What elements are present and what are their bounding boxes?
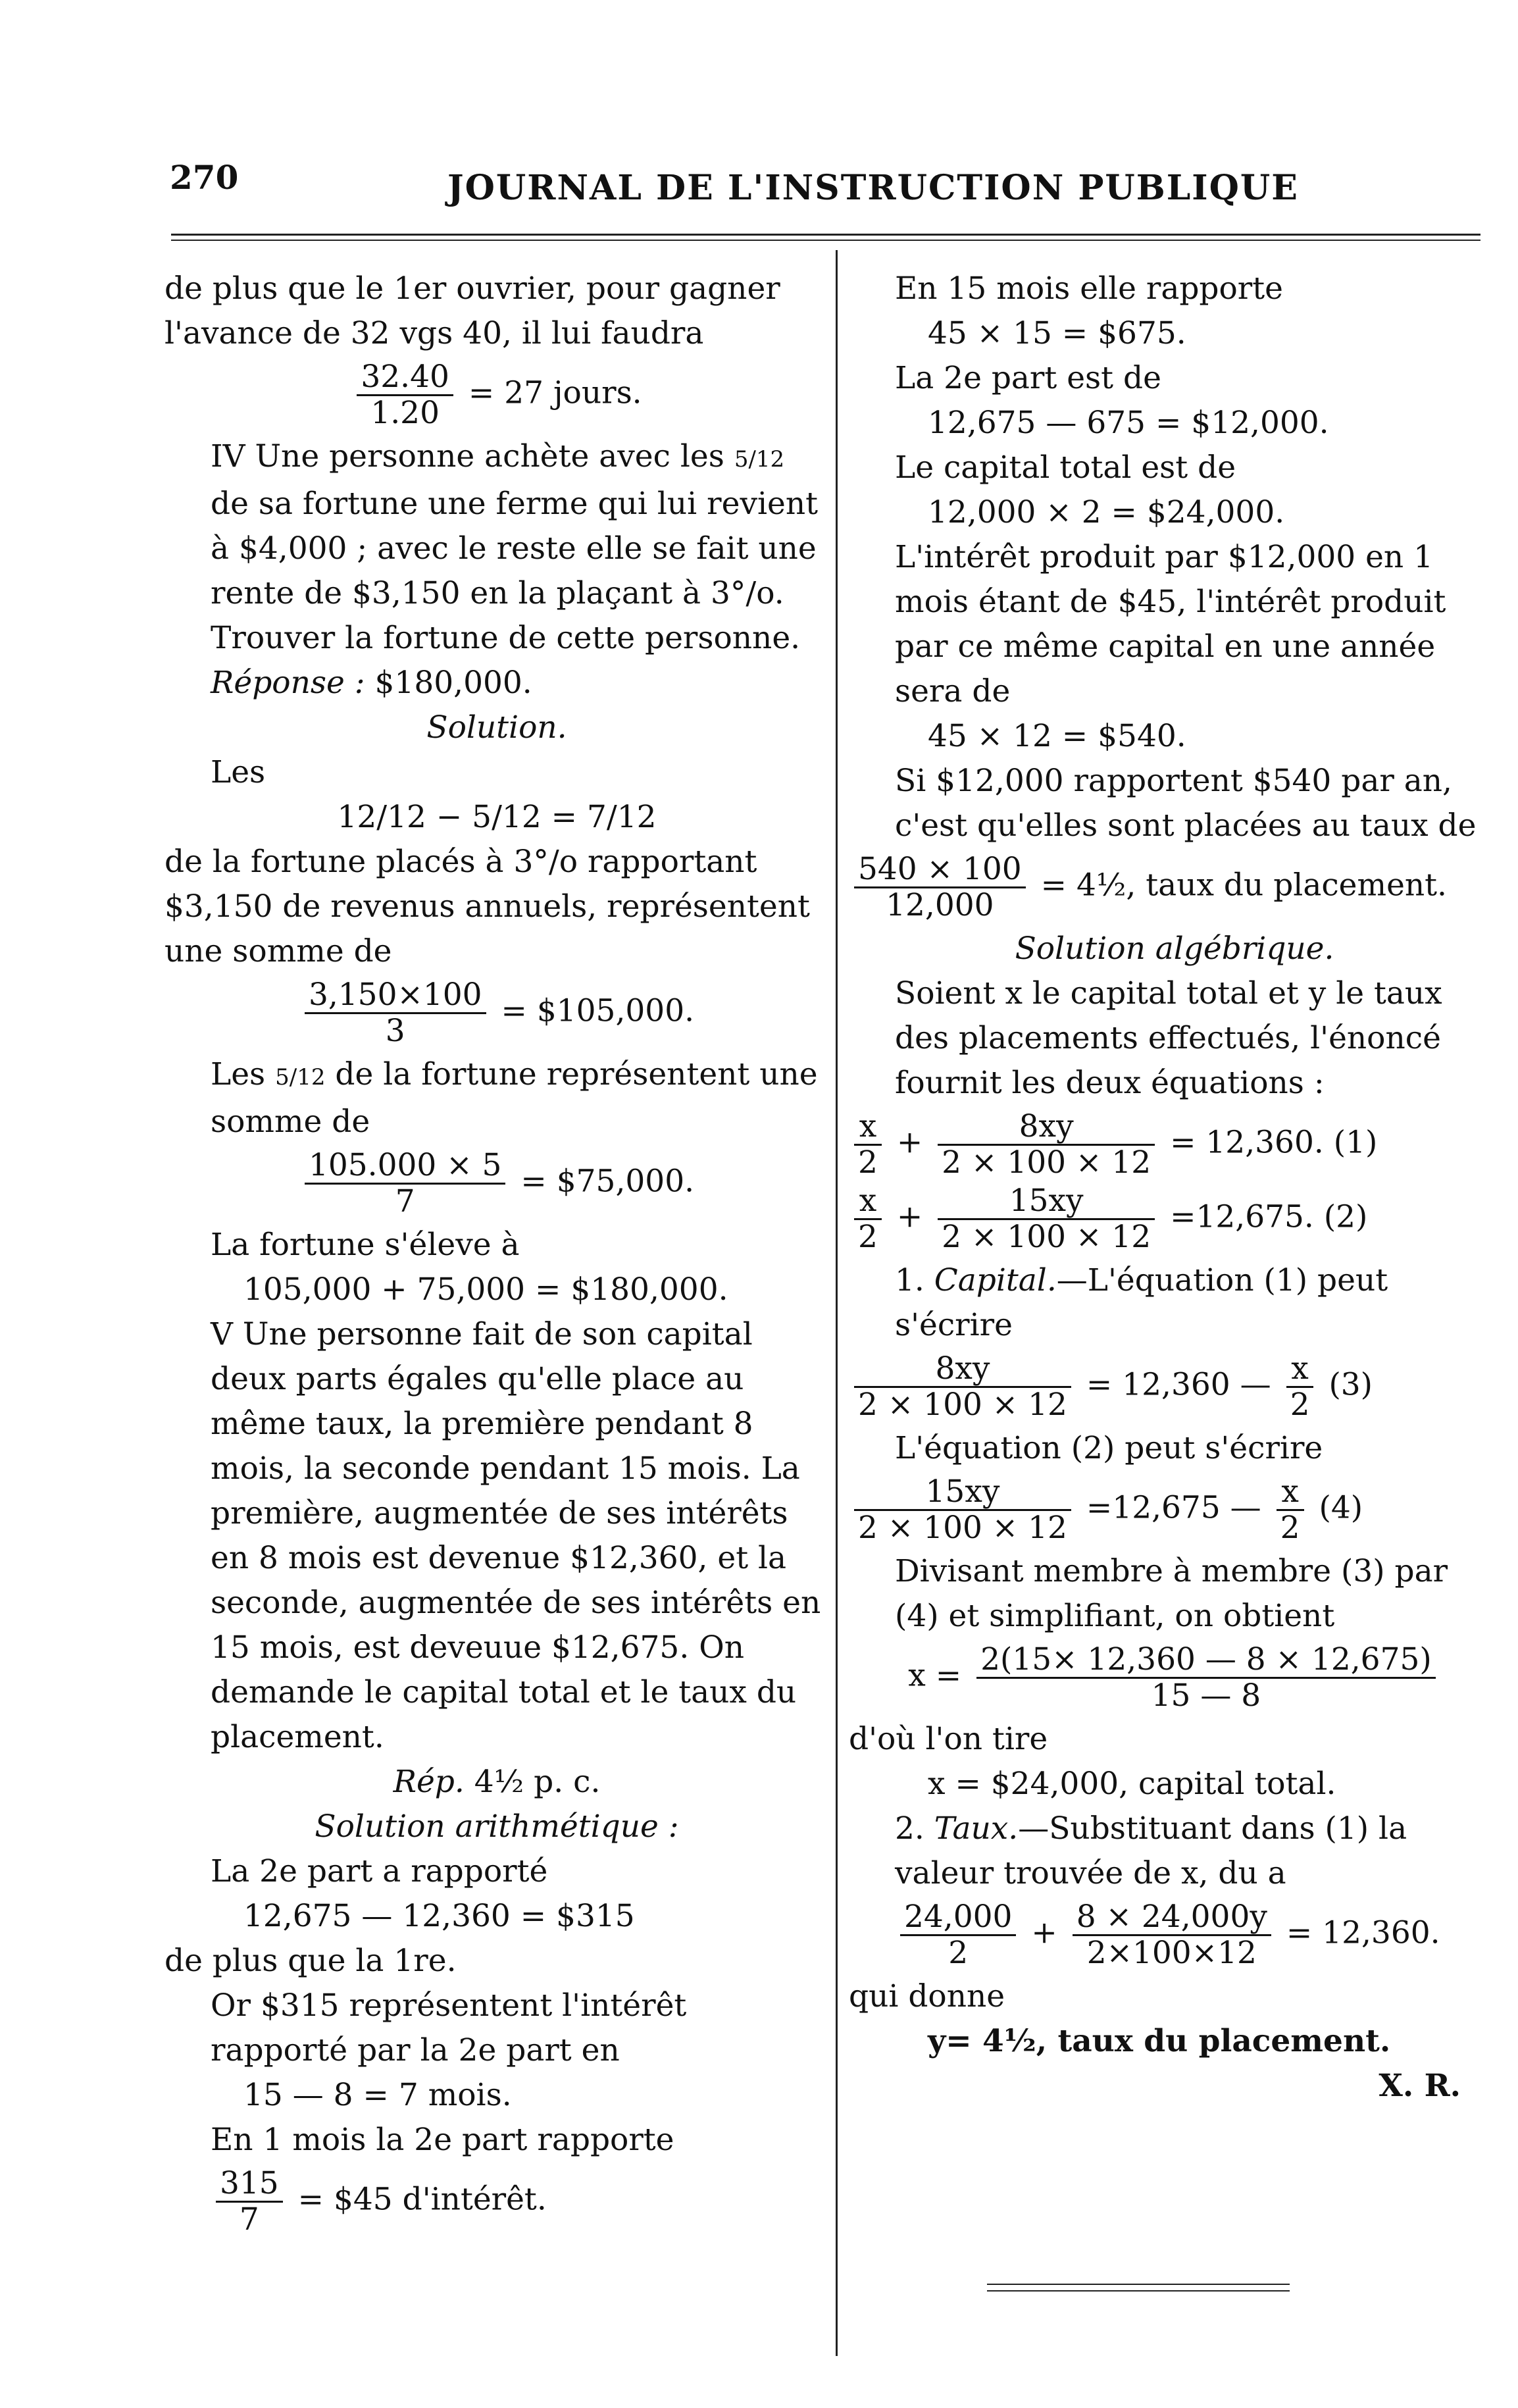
equation: $\frac{105.000 \times 5}{7}$ = $75,000. xyxy=(164,1148,829,1219)
text-line: de plus que le 1er ouvrier, pour gagner xyxy=(164,270,780,307)
paragraph: Or $315 représentent l'intérêt rapporté par la 2e part en xyxy=(211,1987,687,2068)
equation: $\frac{3,150\times 100}{3}$ = $105,000. xyxy=(164,978,829,1048)
solution-heading: Solution algébrique. xyxy=(1015,931,1334,967)
equation: 105,000 + 75,000 = $180,000. xyxy=(243,1271,728,1308)
column-separator xyxy=(836,250,838,2356)
text-line: La fortune s'éleve à xyxy=(211,1227,520,1263)
fraction: $\frac{3,150\times 100}{3}$ xyxy=(305,978,486,1048)
paragraph: Si $12,000 rapportent $540 par an, c'est qu'elles sont placées au taux de xyxy=(895,763,1477,844)
fraction: $\frac{315}{7}$ xyxy=(216,2166,283,2237)
left-column xyxy=(164,267,829,2241)
equation: $\frac{540 \times 100}{12,000}$ = 4½, taux du placement. xyxy=(849,852,1500,923)
problem-iv: IV Une personne achète avec les 5/12 de sa fortune une ferme qui lui revient à $4,000 ; avec le reste elle se fait une rente de $3,150 en la plaçant à 3°/o. Trouver la fortune de cette personne. xyxy=(211,438,818,656)
text-line: Les xyxy=(211,754,266,790)
page-number: 270 xyxy=(170,158,239,197)
text-line: La 2e part a rapporté xyxy=(211,1853,548,1889)
text-line: La 2e part est de xyxy=(895,360,1161,396)
equation: 12,675 — 675 = $12,000. xyxy=(928,405,1329,441)
text-line: l'avance de 32 vgs 40, il lui faudra xyxy=(164,315,704,351)
text-line: En 15 mois elle rapporte xyxy=(895,270,1283,307)
paragraph: Les 5/12 de la fortune représentent une somme de xyxy=(211,1056,818,1140)
fraction: $\frac{105.000 \times 5}{7}$ xyxy=(305,1148,506,1219)
signature: X. R. xyxy=(1379,2068,1461,2104)
equation-5: x = $\frac{2(15\times 12,360 — 8 \times 12,675)}{15 — 8}$ xyxy=(849,1643,1500,1713)
equation: 15 — 8 = 7 mois. xyxy=(243,2077,512,2113)
equation: y= 4½, taux du placement. xyxy=(928,2023,1391,2059)
header-rule-double xyxy=(171,240,1480,241)
text-line: qui donne xyxy=(849,1978,1005,2014)
paragraph: 1. Capital.—L'équation (1) peut s'écrire xyxy=(895,1262,1388,1343)
equation-1: $\frac{x}{2}$ + $\frac{8xy}{2 \times 100 \times 12}$ = 12,360. (1) xyxy=(849,1110,1500,1180)
text-line: d'où l'on tire xyxy=(849,1721,1048,1757)
equation: 45 × 15 = $675. xyxy=(928,315,1186,351)
equation: 45 × 12 = $540. xyxy=(928,718,1186,754)
equation: x = $24,000, capital total. xyxy=(928,1766,1336,1802)
paragraph: de la fortune placés à 3°/o rapportant $3,150 de revenus annuels, représentent une somme de xyxy=(164,844,810,969)
solution-heading: Solution. xyxy=(426,709,567,746)
right-column xyxy=(849,267,1500,2109)
end-rule-double xyxy=(987,2290,1290,2292)
fraction: $\frac{32.40}{1.20}$ xyxy=(357,360,453,430)
end-rule xyxy=(987,2284,1290,2285)
equation-2: $\frac{x}{2}$ + $\frac{15xy}{2 \times 100 \times 12}$ =12,675. (2) xyxy=(849,1184,1500,1254)
text-line: de plus que la 1re. xyxy=(164,1943,457,1979)
journal-title: JOURNAL DE L'INSTRUCTION PUBLIQUE xyxy=(447,168,1299,208)
paragraph: L'intérêt produit par $12,000 en 1 mois étant de $45, l'intérêt produit par ce même capital en une année sera de xyxy=(895,539,1446,709)
text-line: L'équation (2) peut s'écrire xyxy=(895,1430,1323,1466)
paragraph: Divisant membre à membre (3) par (4) et simplifiant, on obtient xyxy=(895,1553,1448,1634)
text-line: En 1 mois la 2e part rapporte xyxy=(211,2122,674,2158)
equation-4: $\frac{15xy}{2 \times 100 \times 12}$ =12,675 — $\frac{x}{2}$ (4) xyxy=(849,1475,1500,1545)
answer: Réponse : $180,000. xyxy=(211,665,532,701)
header-rule xyxy=(171,234,1480,236)
solution-heading: Solution arithmétique : xyxy=(315,1808,679,1845)
paragraph: 2. Taux.—Substituant dans (1) la valeur trouvée de x, du a xyxy=(895,1810,1407,1891)
fraction: $\frac{540 \times 100}{12,000}$ xyxy=(854,852,1026,923)
equation: $\frac{32.40}{1.20}$ = 27 jours. xyxy=(164,360,829,430)
equation: 12,675 — 12,360 = $315 xyxy=(243,1898,635,1934)
paragraph: Soient x le capital total et y le taux des placements effectués, l'énoncé fournit les deux équations : xyxy=(895,975,1442,1101)
equation-3: $\frac{8xy}{2 \times 100 \times 12}$ = 12,360 — $\frac{x}{2}$ (3) xyxy=(849,1352,1500,1422)
problem-v: V Une personne fait de son capital deux parts égales qu'elle place au même taux, la première pendant 8 mois, la seconde pendant 15 mois. La première, augmentée de ses intérêts en 8 mois est devenue $12,360, et la seconde, augmentée de ses intérêts en 15 mois, est deveuue $12,675. On demande le capital total et le taux du placement. xyxy=(211,1316,821,1755)
equation: $\frac{315}{7}$ = $45 d'intérêt. xyxy=(164,2166,829,2237)
equation-6: $\frac{24,000}{2}$ + $\frac{8 \times 24,000y}{2\times 100\times 12}$ = 12,360. xyxy=(849,1900,1500,1970)
equation: 12,000 × 2 = $24,000. xyxy=(928,494,1285,530)
answer: Rép. 4½ p. c. xyxy=(393,1764,601,1800)
equation: 12/12 − 5/12 = 7/12 xyxy=(337,799,657,835)
text-line: Le capital total est de xyxy=(895,449,1236,486)
